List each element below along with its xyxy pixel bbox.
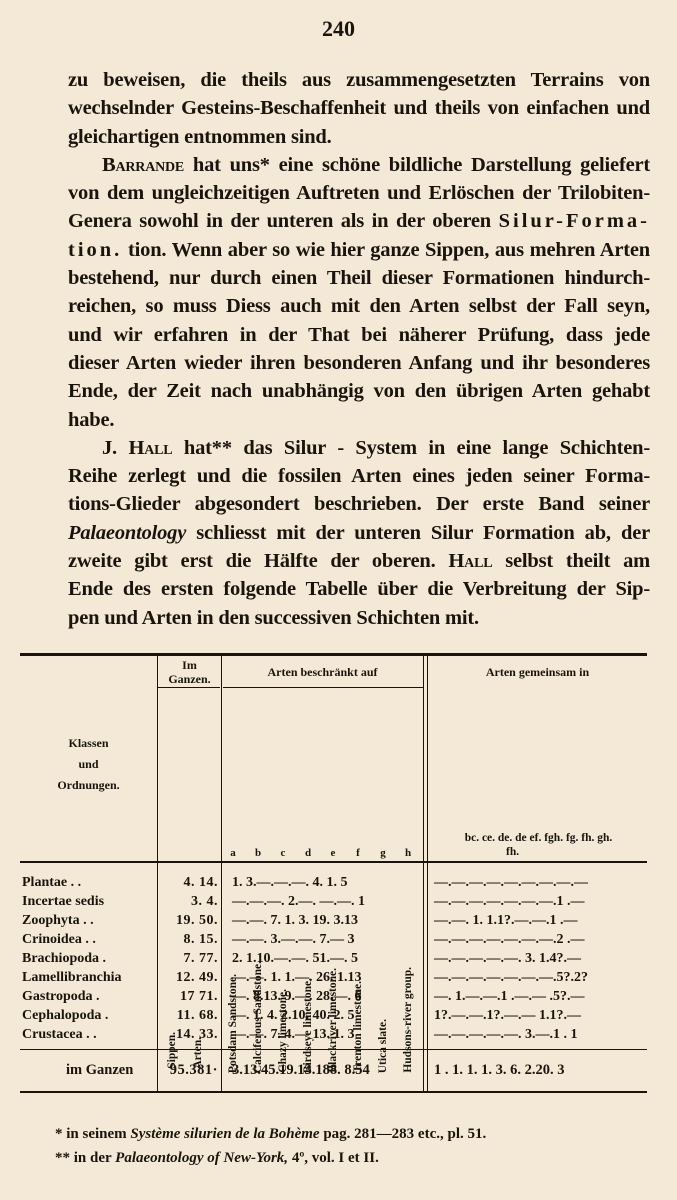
column-letter: d: [304, 847, 312, 859]
text-line: von dem ungleichzeitigen Auftreten und Erlöschen der Trilobiten-: [68, 182, 650, 205]
table-row: Cephalopoda . 11. 68. —. 1. 4. 2.10. 40. 2. 5 1?.—.—.1?.—.— 1.1?.—: [22, 1008, 581, 1023]
table-row: Lamellibranchia 12. 49. —.—. 1. 1.—. 26. 1.13 —.—.—.—.—.—.—.5?.2?: [22, 970, 588, 985]
table-bottom-rule: [20, 1091, 647, 1093]
total-row: im Ganzen 95.381· 3.13.45.19.13.188. 8.54 1 . 1. 1. 1. 3. 6. 2.20. 3: [66, 1062, 565, 1078]
text-line: zu beweisen, die theils aus zusammengesetzten Terrains von: [68, 69, 650, 91]
shared-header: Arten gemeinsam in: [485, 665, 590, 679]
im-ganzen-header: Im Ganzen.: [168, 658, 211, 686]
footnote: ** in der Palaeontology of New-York, 4º, vol. I et II.: [55, 1150, 379, 1166]
text-line: Palaeontology schliesst mit der unteren Silur Formation ab, der: [68, 521, 650, 544]
classes-header: Klassen und Ordnungen.: [57, 736, 120, 792]
header-rule: [20, 861, 647, 863]
table-row: Plantae . . 4. 14. 1. 3.—.—.—. 4. 1. 5 —.—.—.—.—.—.—.—.—: [22, 875, 588, 890]
shared-columns-header: bc. ce. de. de ef. fgh. fg. fh. gh. fh.: [464, 832, 613, 858]
column-letter: g: [380, 847, 386, 859]
author-name: Barrande: [102, 153, 185, 176]
footnote: * in seinem Système silurien de la Bohème pag. 281—283 etc., pl. 51.: [55, 1126, 487, 1142]
text-line: pen und Arten in den successiven Schichten mit.: [68, 606, 479, 629]
page-number: 240: [322, 16, 355, 41]
subheader-rule: [158, 687, 220, 688]
text-line: wechselnder Gesteins-Beschaffenheit und theils von einfachen und: [68, 97, 650, 120]
text-line: Genera sowohl in der unteren als in der oberen Silur-Forma-: [68, 210, 650, 233]
formation-header: Chazy limestone.: [277, 989, 289, 1073]
table-row: Incertae sedis 3. 4. —.—.—. 2.—. —.—. 1 —.—.—.—.—.—.—.1 .—: [22, 894, 585, 909]
text-line: dieser Arten wieder ihren besonderen Anfang und ihr besonderes: [68, 351, 650, 374]
column-letter: h: [404, 847, 412, 859]
text-line: Reihe zerlegt und die fossilen Arten eines jeden seiner Forma-: [68, 465, 650, 488]
body-text: [68, 66, 650, 632]
table-row: Zoophyta . . 19. 50. —.—. 7. 1. 3. 19. 3.13 —.—. 1. 1.1?.—.—.1 .—: [22, 913, 578, 928]
text-line: habe.: [68, 408, 115, 431]
restricted-header: Arten beschränkt auf: [267, 665, 378, 679]
column-letter: c: [280, 847, 286, 859]
sippen-header: Sippen.: [166, 1032, 178, 1069]
book-title: Palaeontology: [68, 521, 187, 544]
table-row: Brachiopoda . 7. 77. 2. 1.10.—.—. 51.—. 5 —.—.—.—.—. 3. 1.4?.—: [22, 951, 581, 966]
table-row: Gastropoda . 17 71. —. 8.13. 9.—. 28.—. 6 —. 1.—.—.1 .—.— .5?.—: [22, 989, 585, 1004]
column-letter: f: [356, 847, 360, 859]
text-line: gleichartigen entnommen sind.: [68, 125, 332, 148]
table-top-rule: [20, 653, 647, 656]
subheader-rule: [223, 687, 423, 688]
text-line: Ende des ersten folgende Tabelle über die Verbreitung der Sip-: [68, 578, 650, 601]
spaced-term: Silur-Forma-: [498, 210, 650, 233]
text-line: bestehend, nur durch einen Theil dieser Formationen hindurch-: [68, 267, 650, 290]
text-line: J. Hall hat** das Silur - System in eine lange Schichten-: [102, 436, 650, 459]
formation-header: Utica slate.: [377, 1018, 389, 1073]
distribution-table: [20, 653, 647, 1093]
text-line: Ende, der Zeit nach unabhängig von den übrigen Arten gehabt: [68, 380, 650, 403]
column-letter: b: [254, 847, 262, 859]
formation-header: Birdseye limestone.: [302, 977, 314, 1073]
formation-header: Calciferous Sandstone.: [252, 960, 264, 1073]
footnotes: [55, 1122, 655, 1170]
text-line: zweite gibt erst die Hälfte der oberen. Hall selbst theilt am: [68, 550, 651, 573]
table-row: Crinoidea . . 8. 15. —.—. 3.—.—. 7.— 3 —.—.—.—.—.—.—.2 .—: [22, 932, 585, 947]
formation-header: Trenton limestone.: [352, 981, 364, 1073]
column-letter: a: [230, 847, 236, 859]
text-line: tions-Glieder abgesondert beschrieben. Der erste Band seiner: [68, 493, 650, 516]
formation-header: Hudsons-river group.: [402, 967, 414, 1073]
table-row: Crustacea . . 14. 33. —.—. 7. 4.— 13. 1. 3 —.—.—.—.—. 3.—.1 . 1: [22, 1027, 578, 1042]
text-line: und wir erfahren in der That bei näherer Prüfung, dass jede: [68, 323, 650, 346]
formation-header: Blackriver limestone.: [327, 968, 339, 1073]
text-line: reichen, so muss Diess auch mit den Arten selbst der Fall seyn,: [68, 295, 650, 318]
arten-header: Arten.: [192, 1037, 204, 1069]
text-line: Barrande hat uns* eine schöne bildliche Darstellung geliefert: [102, 153, 650, 176]
column-letter: e: [330, 847, 336, 859]
formation-header: Potsdam Sandstone.: [227, 973, 239, 1073]
text-line: tion. tion. Wenn aber so wie hier ganze Sippen, aus mehren Arten: [68, 238, 650, 261]
author-name: J. Hall: [102, 436, 173, 459]
